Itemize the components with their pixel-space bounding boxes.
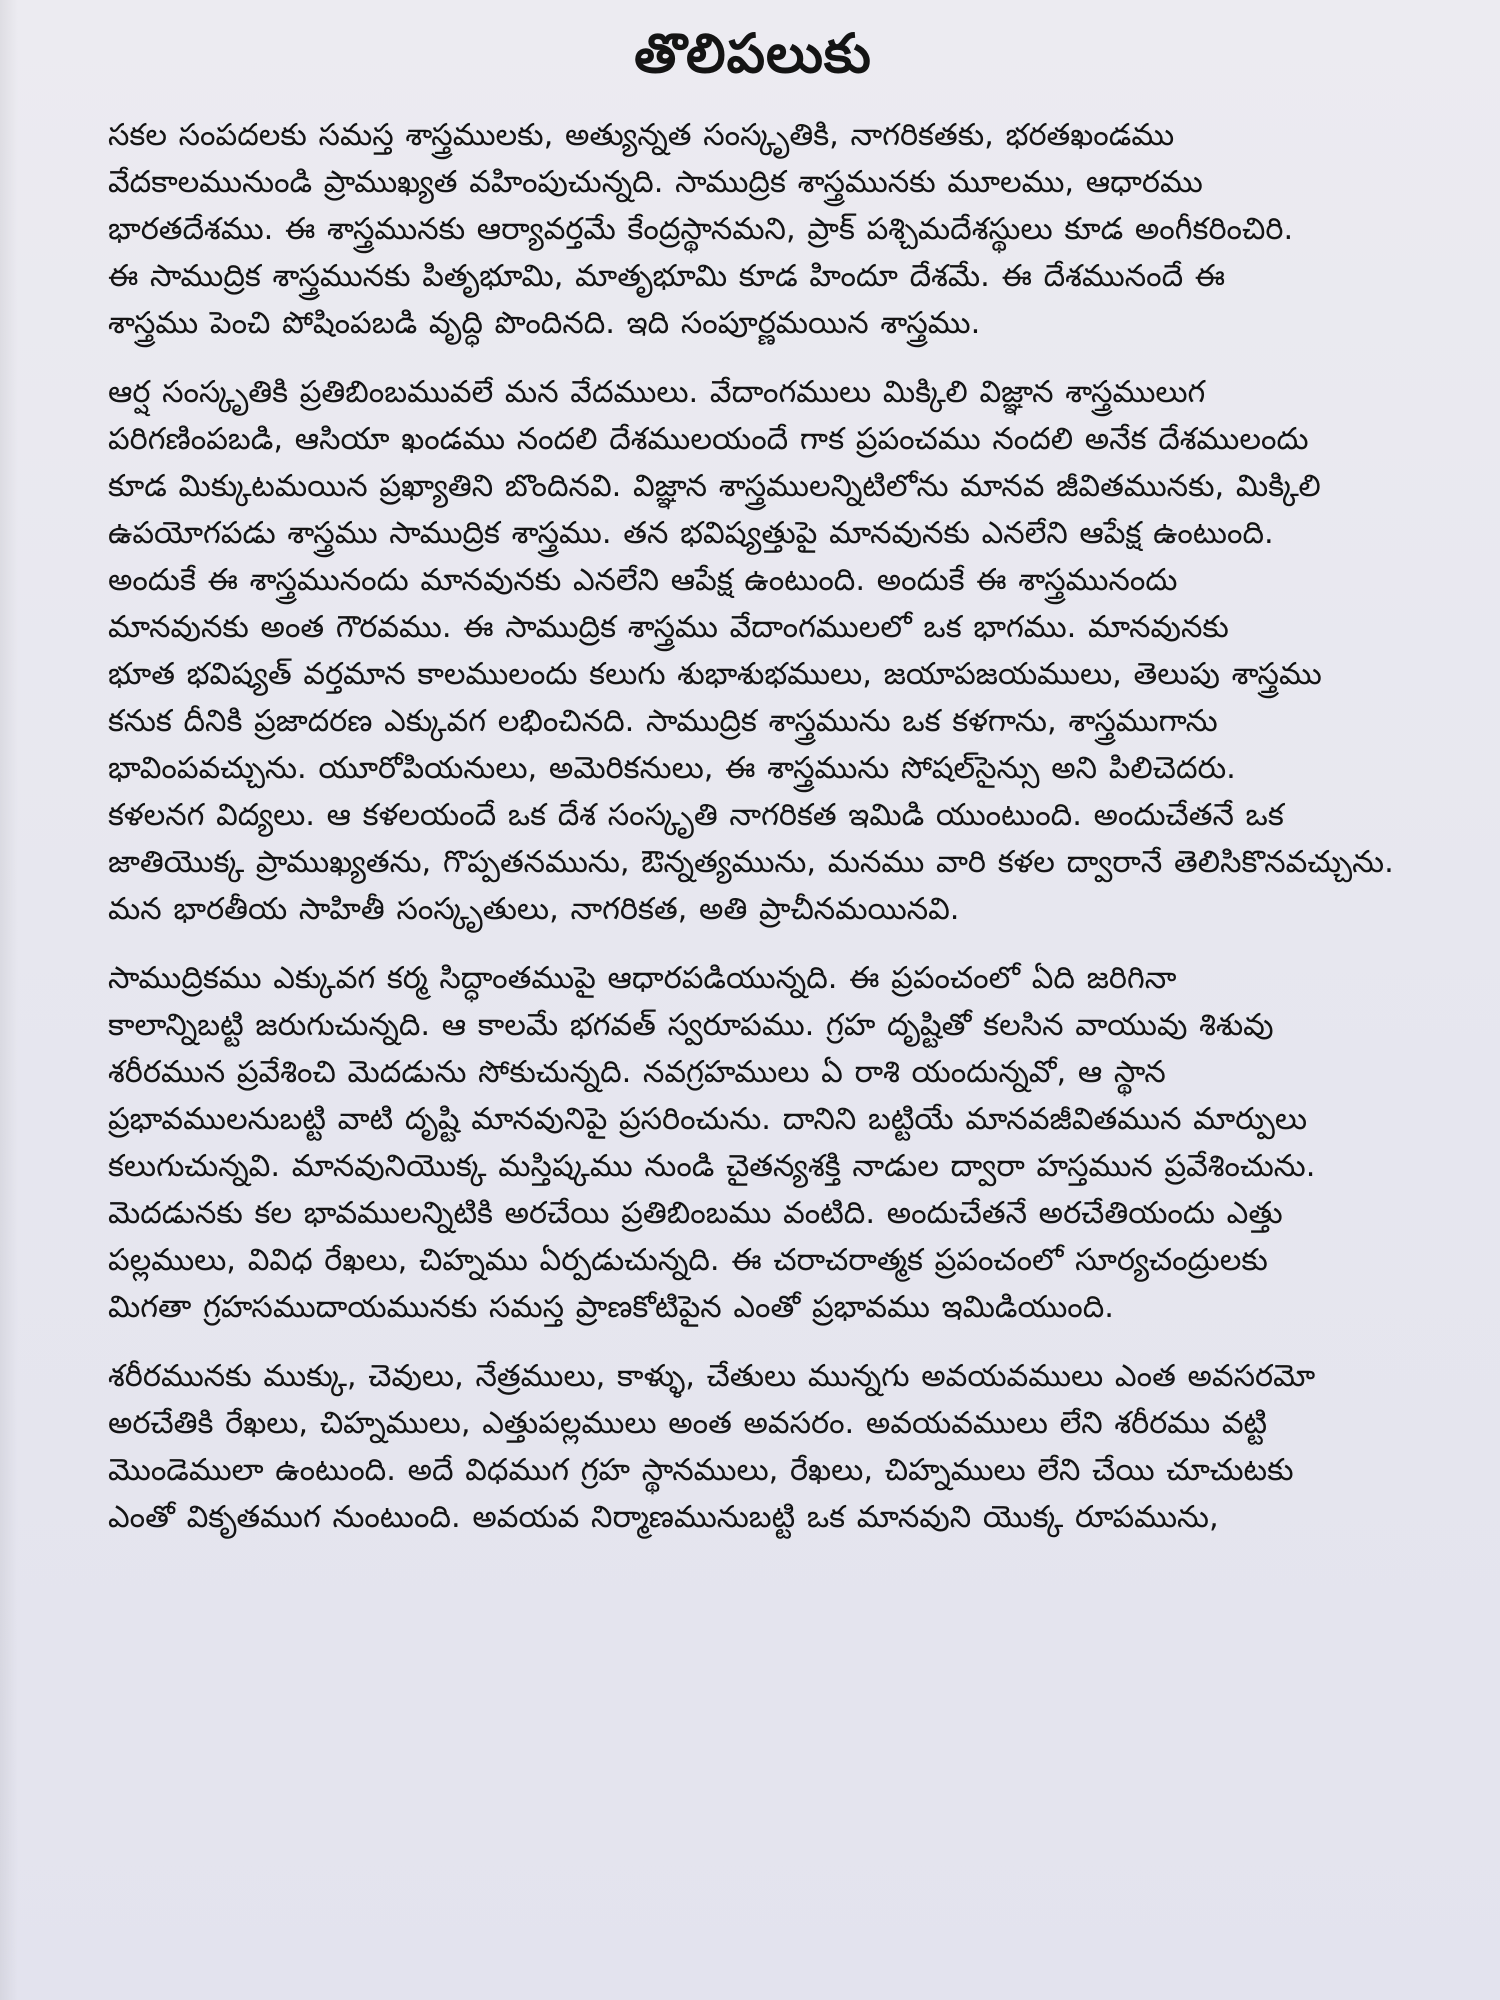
- text-line: జాతియొక్క ప్రాముఖ్యతను, గొప్పతనమును, ఔన్నత్యమును, మనము వారి కళల ద్వారానే తెలిసికొనవచ్చును.: [108, 845, 1394, 880]
- text-line: కనుక దీనికి ప్రజాదరణ ఎక్కువగ లభించినది. సాముద్రిక శాస్త్రమును ఒక కళగాను, శాస్త్రముగాను: [108, 704, 1218, 739]
- text-line: ప్రభావములనుబట్టి వాటి దృష్టి మానవునిపై ప్రసరించును. దానిని బట్టియే మానవజీవితమున మార్పులు: [108, 1102, 1308, 1137]
- text-line: మొండెములా ఉంటుంది. అదే విధముగ గ్రహ స్థానములు, రేఖలు, చిహ్నములు లేని చేయి చూచుటకు: [108, 1453, 1294, 1488]
- text-line: పల్లములు, వివిధ రేఖలు, చిహ్నము ఏర్పడుచున్నది. ఈ చరాచరాత్మక ప్రపంచంలో సూర్యచంద్రులకు: [108, 1243, 1268, 1278]
- text-line: మిగతా గ్రహసముదాయమునకు సమస్త ప్రాణకోటిపైన ఎంతో ప్రభావము ఇమిడియుంది.: [108, 1290, 1114, 1325]
- text-line: కళలనగ విద్యలు. ఆ కళలయందే ఒక దేశ సంస్కృతి నాగరికత ఇమిడి యుంటుంది. అందుచేతనే ఒక: [108, 798, 1284, 833]
- text-line: సాముద్రికము ఎక్కువగ కర్మ సిద్ధాంతముపై ఆధారపడియున్నది. ఈ ప్రపంచంలో ఏది జరిగినా: [108, 961, 1177, 996]
- text-line: భారతదేశము. ఈ శాస్త్రమునకు ఆర్యావర్తమే కేంద్రస్థానమని, ప్రాక్ పశ్చిమదేశస్థులు కూడ అంగీకరించిరి.: [108, 212, 1294, 247]
- text-line: కాలాన్నిబట్టి జరుగుచున్నది. ఆ కాలమే భగవత్ స్వరూపము. గ్రహ దృష్టితో కలసిన వాయువు శిశువు: [108, 1008, 1274, 1043]
- text-line: భూత భవిష్యత్ వర్తమాన కాలములందు కలుగు శుభాశుభములు, జయాపజయములు, తెలుపు శాస్త్రము: [108, 657, 1322, 692]
- paragraph-3: [28, 955, 1478, 1331]
- text-line: శాస్త్రము పెంచి పోషింపబడి వృద్ధి పొందినది. ఇది సంపూర్ణమయిన శాస్త్రము.: [108, 306, 981, 341]
- text-line: వేదకాలమునుండి ప్రాముఖ్యత వహింపుచున్నది. సాముద్రిక శాస్త్రమునకు మూలము, ఆధారము: [108, 165, 1203, 200]
- page-title: తొలిపలుకు: [634, 22, 872, 85]
- text-line: అరచేతికి రేఖలు, చిహ్నములు, ఎత్తుపల్లములు అంత అవసరం. అవయవములు లేని శరీరము వట్టి: [108, 1406, 1268, 1441]
- paragraph-1: [28, 112, 1478, 347]
- text-line: ఈ సాముద్రిక శాస్త్రమునకు పితృభూమి, మాతృభూమి కూడ హిందూ దేశమే. ఈ దేశమునందే ఈ: [108, 259, 1226, 294]
- text-line: కలుగుచున్నవి. మానవునియొక్క మస్తిష్కము నుండి చైతన్యశక్తి నాడుల ద్వారా హస్తమున ప్రవేశించును.: [108, 1149, 1316, 1184]
- text-line: ఎంతో వికృతముగ నుంటుంది. అవయవ నిర్మాణమునుబట్టి ఒక మానవుని యొక్క రూపమును,: [108, 1500, 1219, 1535]
- text-line: ఆర్ష సంస్కృతికి ప్రతిబింబమువలే మన వేదములు. వేదాంగములు మిక్కిలి విజ్ఞాన శాస్త్రములుగ: [108, 375, 1206, 410]
- text-line: కూడ మిక్కుటమయిన ప్రఖ్యాతిని బొందినవి. విజ్ఞాన శాస్త్రములన్నిటిలోను మానవ జీవితమునకు, మిక్కిలి: [108, 469, 1321, 504]
- text-line: శరీరమున ప్రవేశించి మెదడును సోకుచున్నది. నవగ్రహములు ఏ రాశి యందున్నవో, ఆ స్థాన: [108, 1055, 1166, 1090]
- text-line: ఉపయోగపడు శాస్త్రము సాముద్రిక శాస్త్రము. తన భవిష్యత్తుపై మానవునకు ఎనలేని ఆపేక్ష ఉంటుంది.: [108, 516, 1274, 551]
- paragraph-4: [28, 1353, 1478, 1541]
- text-line: మానవునకు అంత గౌరవము. ఈ సాముద్రిక శాస్త్రము వేదాంగములలో ఒక భాగము. మానవునకు: [108, 610, 1229, 645]
- text-line: పరిగణింపబడి, ఆసియా ఖండము నందలి దేశములయందే గాక ప్రపంచము నందలి అనేక దేశములందు: [108, 422, 1309, 457]
- text-line: అందుకే ఈ శాస్త్రమునందు మానవునకు ఎనలేని ఆపేక్ష ఉంటుంది. అందుకే ఈ శాస్త్రమునందు: [108, 563, 1178, 598]
- text-line: శరీరమునకు ముక్కు, చెవులు, నేత్రములు, కాళ్ళు, చేతులు మున్నగు అవయవములు ఎంత అవసరమో: [108, 1359, 1316, 1394]
- text-line: మన భారతీయ సాహితీ సంస్కృతులు, నాగరికత, అతి ప్రాచీనమయినవి.: [108, 892, 960, 927]
- text-line: భావింపవచ్చును. యూరోపియనులు, అమెరికనులు, ఈ శాస్త్రమును సోషల్‌సైన్సు అని పిలిచెదరు.: [108, 751, 1236, 786]
- text-line: సకల సంపదలకు సమస్త శాస్త్రములకు, అత్యున్నత సంస్కృతికి, నాగరికతకు, భరతఖండము: [108, 118, 1175, 153]
- paragraph-2: [28, 369, 1478, 933]
- text-line: మెదడునకు కల భావములన్నిటికి అరచేయి ప్రతిబింబము వంటిది. అందుచేతనే అరచేతియందు ఎత్తు: [108, 1196, 1283, 1231]
